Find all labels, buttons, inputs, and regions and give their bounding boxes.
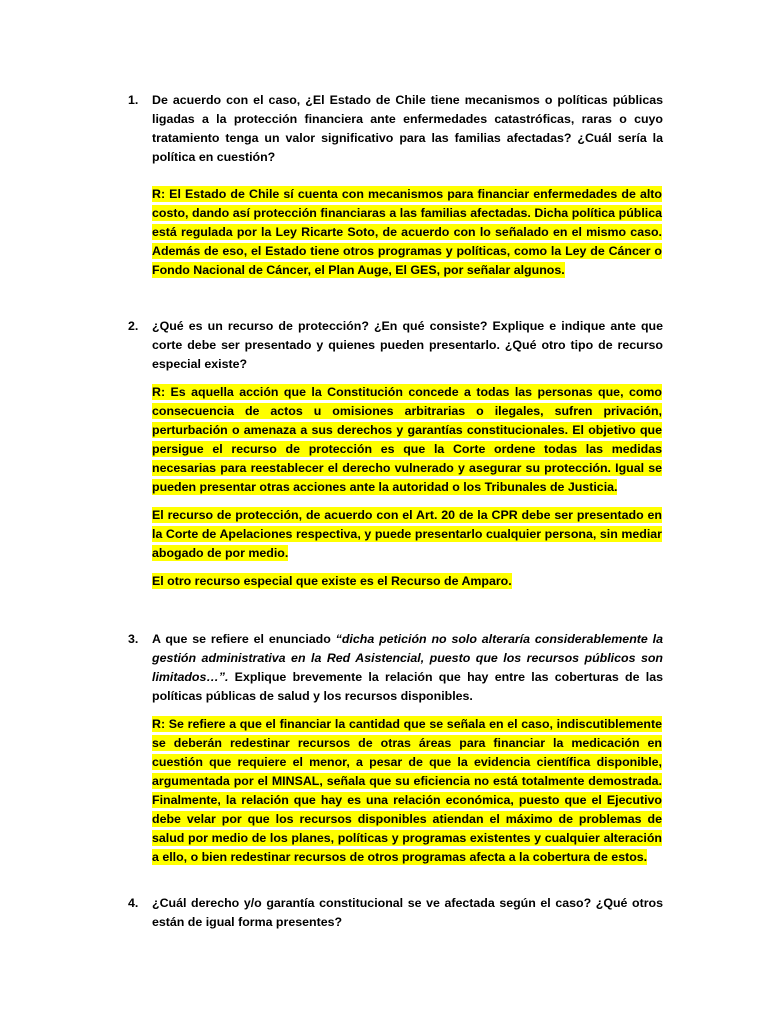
question-text-start: A que se refiere el enunciado — [152, 632, 336, 646]
highlighted-answer: R: Se refiere a que el financiar la cantidad que se señala en el caso, indiscutiblemente se deberán redestinar recursos de otras áreas para financiar la medicación en cuestión que requiere el menor, a pesar de que la evidencia científica disponible, argumentada por el MINSAL, señala que su eficiencia no está totalmente demostrada. Finalmente, la relación que hay es una relación económica, puesto que el Ejecutivo debe velar por que los recursos disponibles atiendan el máximo de problemas de salud por medio de los planes, políticas y programas existentes y cualquier alteración a ello, o bien redestinar recursos de otros programas afecta a la cobertura de estos. — [152, 717, 662, 864]
question-text — [152, 630, 663, 706]
quoted-statement: “dicha petición no solo alteraría considerablemente la gestión administrativa en la Red Asistencial, puesto que los recursos públicos son limitados…”. — [152, 632, 663, 684]
highlighted-answer: R: Es aquella acción que la Constitución concede a todas las personas que, como consecuencia de actos u omisiones arbitrarias o ilegales, sufren privación, perturbación o amenaza a sus derechos y garantías constitucionales. El objetivo que persigue el recurso de protección es que la Corte ordene todas las medidas necesarias para reestablecer el derecho vulnerado y asegurar su protección. Igual se pueden presentar otras acciones ante la autoridad o los Tribunales de Justicia. — [152, 385, 662, 494]
highlighted-answer: R: El Estado de Chile sí cuenta con mecanismos para financiar enfermedades de alto costo, dando así protección financiaras a las familias afectadas. Dicha política pública está regulada por la Ley Ricarte Soto, de acuerdo con lo señalado en el mismo caso. Además de eso, el Estado tiene otros programas y políticas, como la Ley de Cáncer o Fondo Nacional de Cáncer, el Plan Auge, El GES, por señalar algunos. — [152, 187, 662, 277]
question-number: 1. — [128, 93, 139, 107]
question-2 — [128, 317, 663, 374]
question-text-end: Explique brevemente la relación que hay entre las coberturas de las políticas públicas de salud y los recursos disponibles. — [152, 670, 663, 703]
question-text: ¿Qué es un recurso de protección? ¿En qué consiste? Explique e indique ante que corte debe ser presentado y quienes pueden presentarlo. ¿Qué otro tipo de recurso especial existe? — [152, 319, 663, 371]
highlighted-answer: El otro recurso especial que existe es el Recurso de Amparo. — [152, 574, 512, 588]
question-number: 3. — [128, 632, 139, 646]
highlighted-answer: El recurso de protección, de acuerdo con el Art. 20 de la CPR debe ser presentado en la Corte de Apelaciones respectiva, y puede presentarlo cualquier persona, sin mediar abogado de por medio. — [152, 508, 662, 560]
answer-2b — [152, 506, 662, 563]
question-text: De acuerdo con el caso, ¿El Estado de Chile tiene mecanismos o políticas públicas ligadas a la protección financiera ante enfermedades catastróficas, raras o cuyo tratamiento tenga un valor significativo para las familias afectadas? ¿Cuál sería la política en cuestión? — [152, 93, 663, 164]
answer-2a — [152, 383, 662, 497]
question-4 — [128, 894, 663, 932]
answer-2c — [152, 572, 662, 591]
question-3 — [128, 630, 663, 706]
question-number: 2. — [128, 319, 139, 333]
question-number: 4. — [128, 896, 139, 910]
answer-3 — [152, 715, 662, 867]
question-text: ¿Cuál derecho y/o garantía constitucional se ve afectada según el caso? ¿Qué otros están de igual forma presentes? — [152, 896, 663, 929]
answer-1 — [152, 185, 662, 280]
question-1 — [128, 91, 663, 167]
